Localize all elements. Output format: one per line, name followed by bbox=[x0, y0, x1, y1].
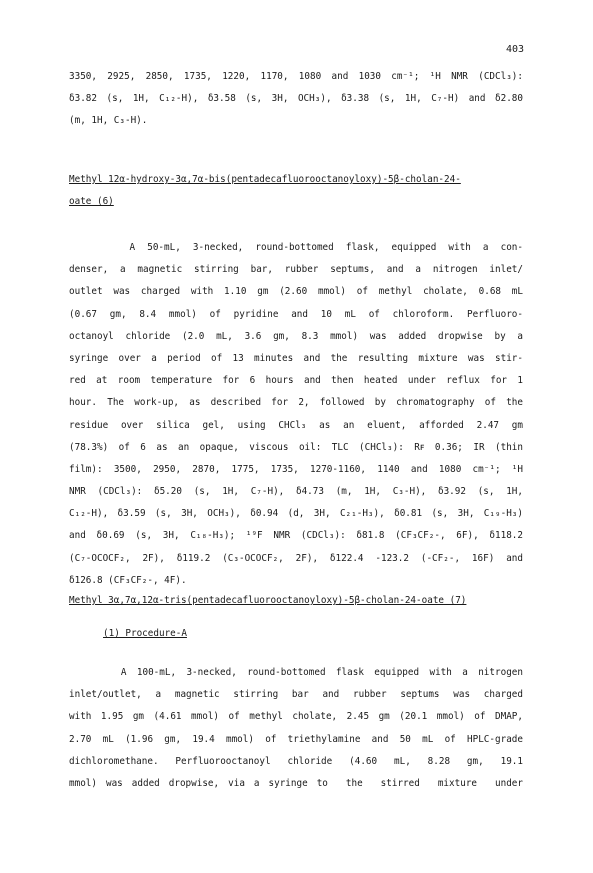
text-line: inlet/outlet, a magnetic stirring bar and rubber septums was charged bbox=[69, 689, 523, 701]
text-line: C₁₂-H), δ3.59 (s, 3H, OCH₃), δ0.94 (d, 3H, C₂₁-H₃), δ0.81 (s, 3H, C₁₉-H₃) bbox=[69, 508, 523, 520]
text-line: A 50-mL, 3-necked, round-bottomed flask, equipped with a con- bbox=[69, 242, 523, 253]
text-line: 3350, 2925, 2850, 1735, 1220, 1170, 1080 and 1030 cm⁻¹; ¹H NMR (CDCl₃): bbox=[69, 71, 523, 82]
section-7-body bbox=[69, 662, 523, 795]
text-line: (m, 1H, C₃-H). bbox=[69, 115, 148, 127]
text-line: denser, a magnetic stirring bar, rubber septums, and a nitrogen inlet/ bbox=[69, 264, 523, 276]
page-number: 403 bbox=[505, 44, 524, 55]
heading-line: oate (6) bbox=[69, 196, 114, 207]
text-line: hour. The work-up, as described for 2, followed by chromatography of the bbox=[69, 397, 523, 409]
text-line: (0.67 gm, 8.4 mmol) of pyridine and 10 mL of chloroform. Perfluoro- bbox=[69, 308, 523, 320]
text-line: red at room temperature for 6 hours and then heated under reflux for 1 bbox=[69, 375, 523, 387]
text-line: outlet was charged with 1.10 gm (2.60 mmol) of methyl cholate, 0.68 mL bbox=[69, 286, 523, 298]
section-6-heading bbox=[69, 169, 523, 213]
text-line: NMR (CDCl₃): δ5.20 (s, 1H, C₇-H), δ4.73 (m, 1H, C₃-H), δ3.92 (s, 1H, bbox=[69, 486, 523, 498]
section-6-body bbox=[69, 237, 523, 592]
procedure-a-subheading: (1) Procedure-A bbox=[103, 628, 187, 639]
text-line: and δ0.69 (s, 3H, C₁₈-H₃); ¹⁹F NMR (CDCl₃): δ81.8 (CF₃CF₂-, 6F), δ118.2 bbox=[69, 530, 523, 542]
text-line: residue over silica gel, using CHCl₃ as an eluent, afforded 2.47 gm bbox=[69, 419, 523, 431]
text-line: (C₇-OCOCF₂, 2F), δ119.2 (C₃-OCOCF₂, 2F), δ122.4 -123.2 (-CF₂-, 16F) and bbox=[69, 552, 523, 564]
heading-line: Methyl 3α,7α,12α-tris(pentadecafluorooctanoyloxy)-5β-cholan-24-oate (7) bbox=[69, 595, 467, 606]
text-line: octanoyl chloride (2.0 mL, 3.6 gm, 8.3 mmol) was added dropwise by a bbox=[69, 330, 523, 342]
text-line: with 1.95 gm (4.61 mmol) of methyl cholate, 2.45 gm (20.1 mmol) of DMAP, bbox=[69, 711, 523, 723]
text-line: film): 3500, 2950, 2870, 1775, 1735, 1270-1160, 1140 and 1080 cm⁻¹; ¹H bbox=[69, 463, 523, 475]
heading-line: Methyl 12α-hydroxy-3α,7α-bis(pentadecafluorooctanoyloxy)-5β-cholan-24- bbox=[69, 174, 461, 185]
text-line: 2.70 mL (1.96 gm, 19.4 mmol) of triethylamine and 50 mL of HPLC-grade bbox=[69, 733, 523, 745]
text-line: dichloromethane. Perfluorooctanoyl chloride (4.60 mL, 8.28 gm, 19.1 bbox=[69, 755, 523, 767]
text-line: (78.3%) of 6 as an opaque, viscous oil: TLC (CHCl₃): Rꜰ 0.36; IR (thin bbox=[69, 441, 523, 453]
text-line: A 100-mL, 3-necked, round-bottomed flask equipped with a nitrogen bbox=[69, 667, 523, 678]
text-line: mmol) was added dropwise, via a syringe to the stirred mixture under bbox=[69, 777, 523, 789]
section-7-heading bbox=[69, 590, 523, 612]
text-line: δ3.82 (s, 1H, C₁₂-H), δ3.58 (s, 3H, OCH₃), δ3.38 (s, 1H, C₇-H) and δ2.80 bbox=[69, 93, 523, 105]
text-line: δ126.8 (CF₃CF₂-, 4F). bbox=[69, 574, 187, 586]
text-line: syringe over a period of 13 minutes and the resulting mixture was stir- bbox=[69, 352, 523, 364]
intro-paragraph bbox=[69, 66, 523, 133]
